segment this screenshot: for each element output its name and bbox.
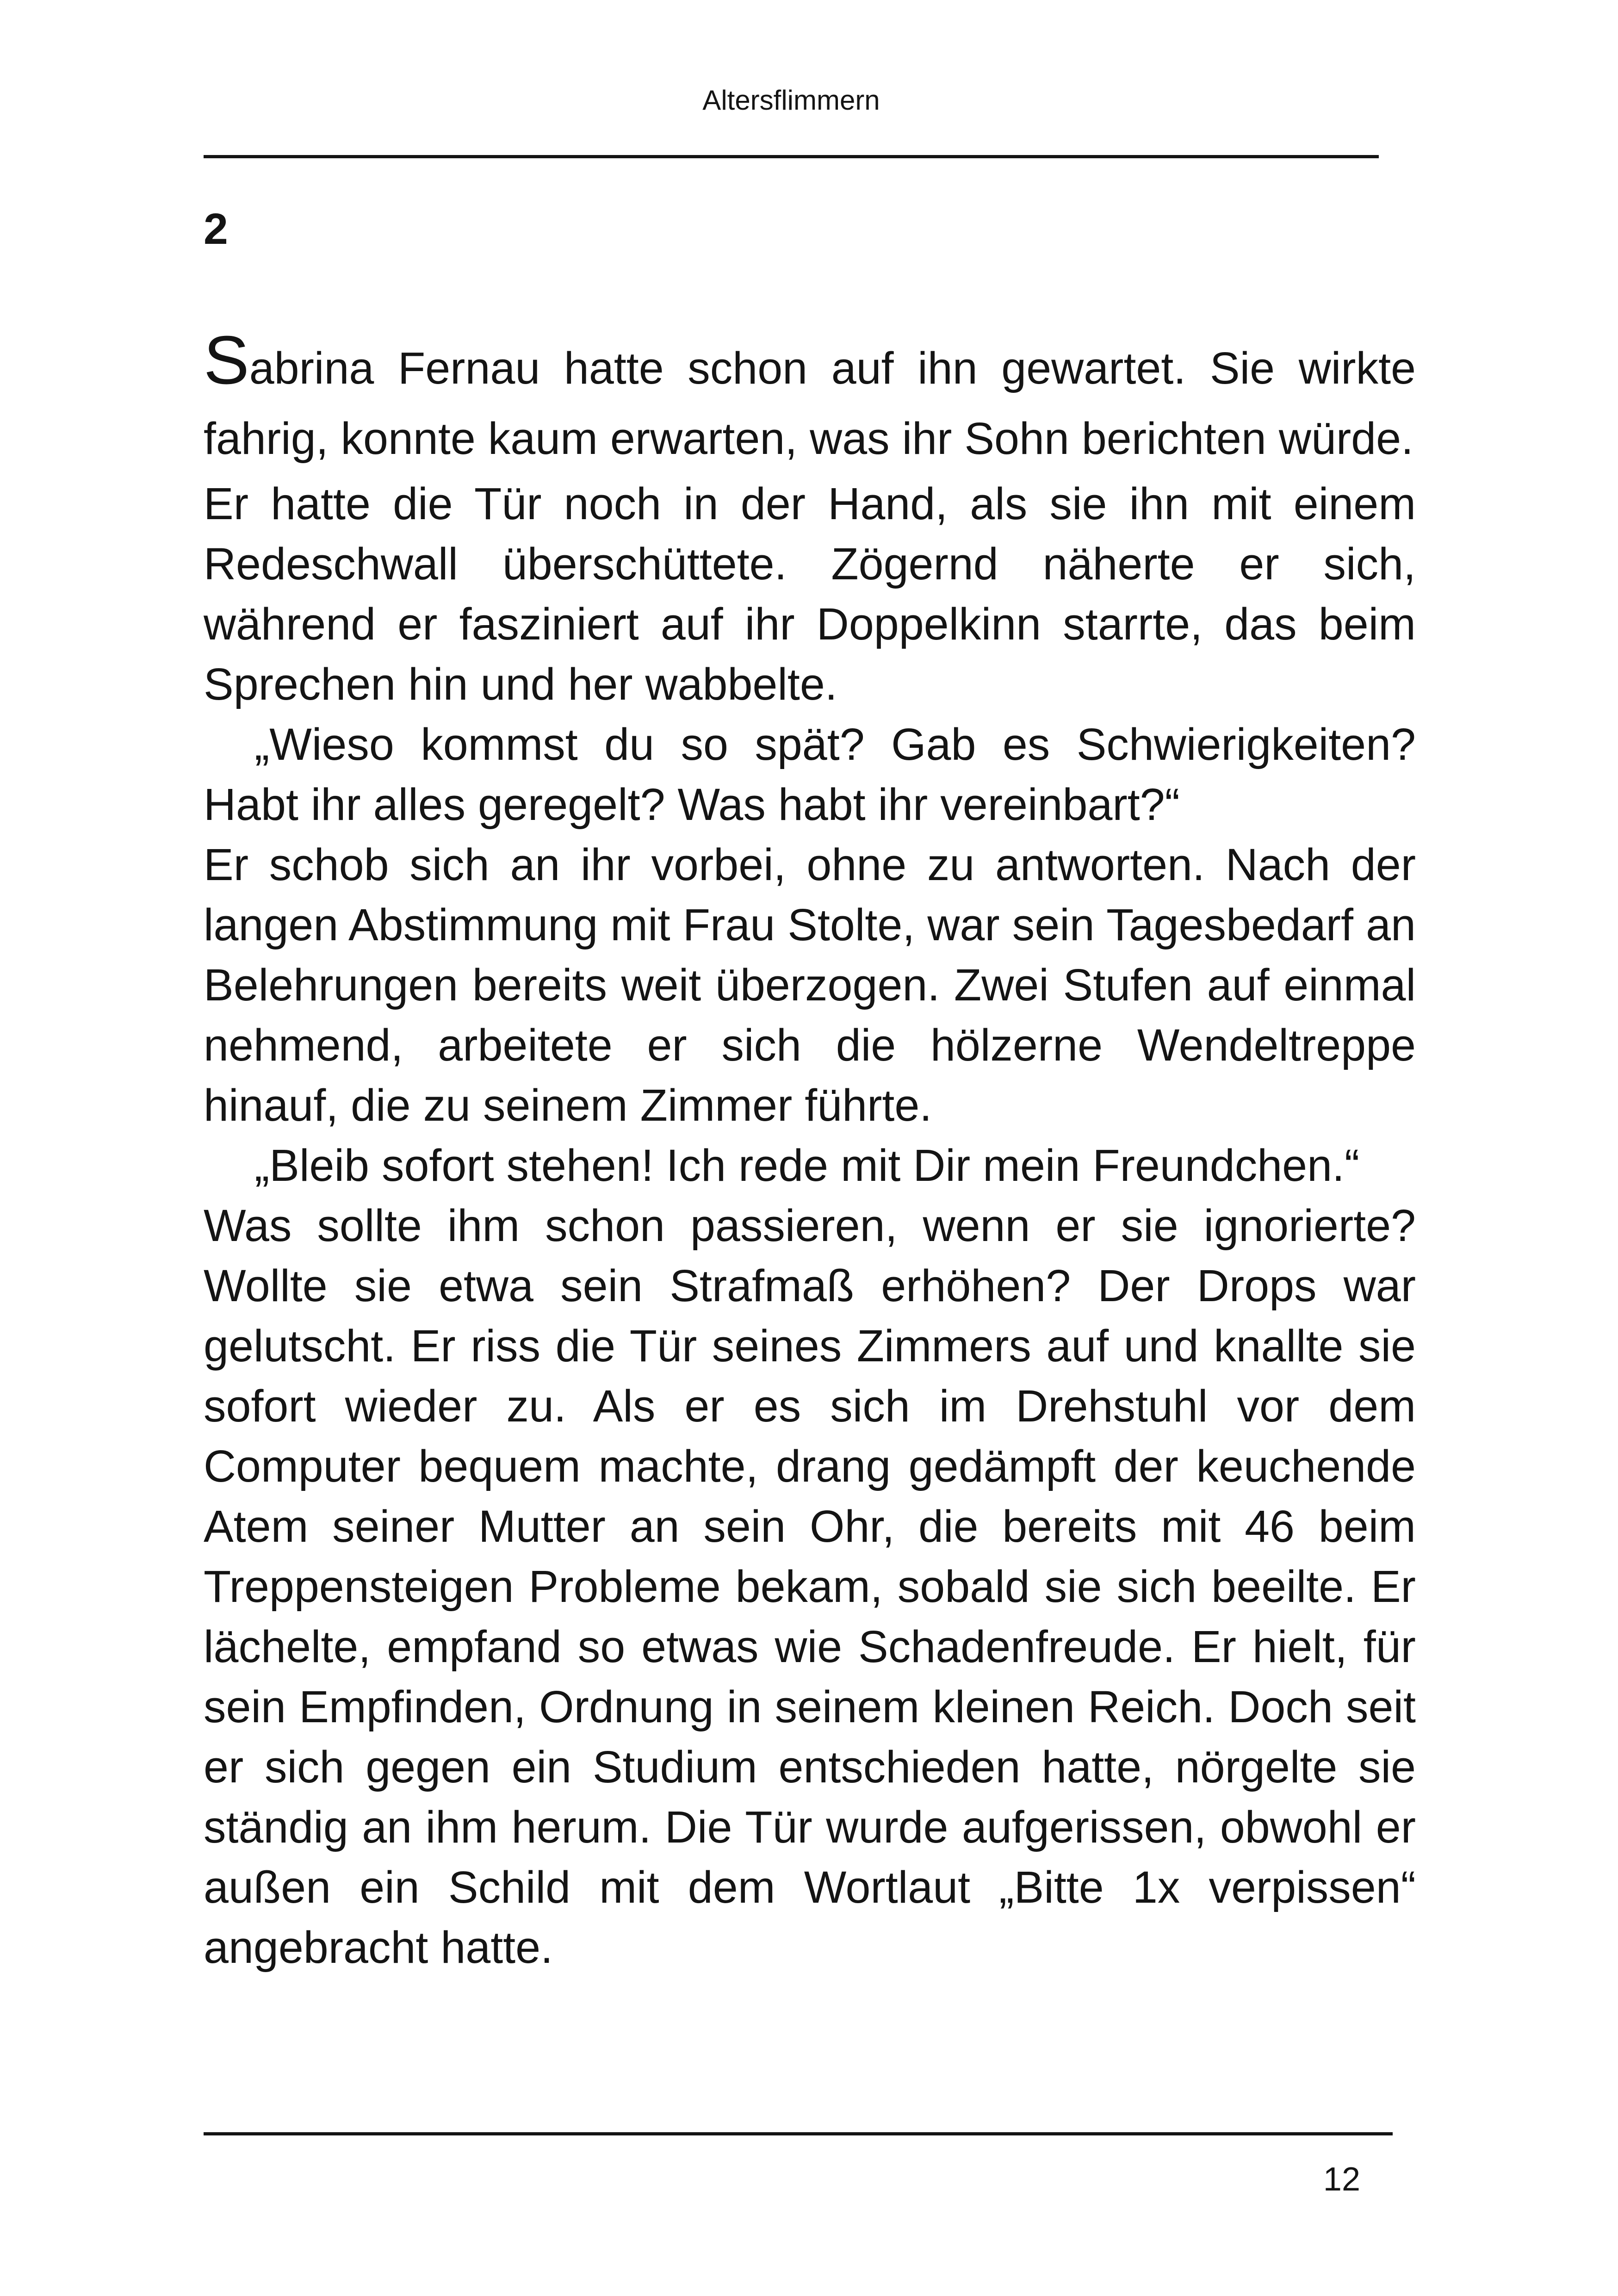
- paragraph-mother-questions: „Wieso kommst du so spät? Gab es Schwierigkeiten? Habt ihr alles geregelt? Was habt ihr vereinbart?“: [204, 719, 1416, 830]
- opening-paragraph: [204, 322, 1416, 474]
- drop-cap: S: [204, 322, 249, 398]
- footer-rule: [204, 2132, 1393, 2135]
- header-rule: [204, 155, 1379, 158]
- paragraph-mother-command: „Bleib sofort stehen! Ich rede mit Dir mein Freundchen.“: [254, 1140, 1360, 1191]
- chapter-number: 2: [204, 205, 228, 254]
- paragraph-room: Was sollte ihm schon passieren, wenn er sie ignorierte? Wollte sie etwa sein Strafmaß erhöhen? Der Drops war gelutscht. Er riss die Tür seines Zimmers auf und knallte sie sofort wieder zu. Als er es sich im Drehstuhl vor dem Computer bequem machte, drang gedämpft der keuchende Atem seiner Mutter an sein Ohr, die bereits mit 46 beim Treppensteigen Probleme bekam, sobald sie sich beeilte. Er lächelte, empfand so etwas wie Schadenfreude. Er hielt, für sein Empfinden, Ordnung in seinem kleinen Reich. Doch seit er sich gegen ein Studium entschieden hatte, nörgelte sie ständig an ihm herum. Die Tür wurde aufgerissen, obwohl er außen ein Schild mit dem Wortlaut „Bitte 1x verpissen“ angebracht hatte.: [204, 1200, 1416, 1973]
- running-header: Altersflimmern: [702, 85, 880, 116]
- opening-paragraph-text: abrina Fernau hatte schon auf ihn gewartet. Sie wirkte fahrig, konnte kaum erwarten, was ihr Sohn berichten würde.: [204, 343, 1416, 464]
- paragraph-stairs: Er schob sich an ihr vorbei, ohne zu antworten. Nach der langen Abstimmung mit Frau Stolte, war sein Tagesbedarf an Belehrungen bereits weit überzogen. Zwei Stufen auf einmal nehmend, arbeitete er sich die hölzerne Wendeltreppe hinauf, die zu seinem Zimmer führte.: [204, 839, 1416, 1130]
- body-text: [204, 322, 1416, 1978]
- paragraph-entrance: Er hatte die Tür noch in der Hand, als sie ihn mit einem Redeschwall überschüttete. Zögernd näherte er sich, während er fasziniert auf ihr Doppelkinn starrte, das beim Sprechen hin und her wabbelte.: [204, 478, 1416, 709]
- page-number: 12: [1323, 2161, 1360, 2198]
